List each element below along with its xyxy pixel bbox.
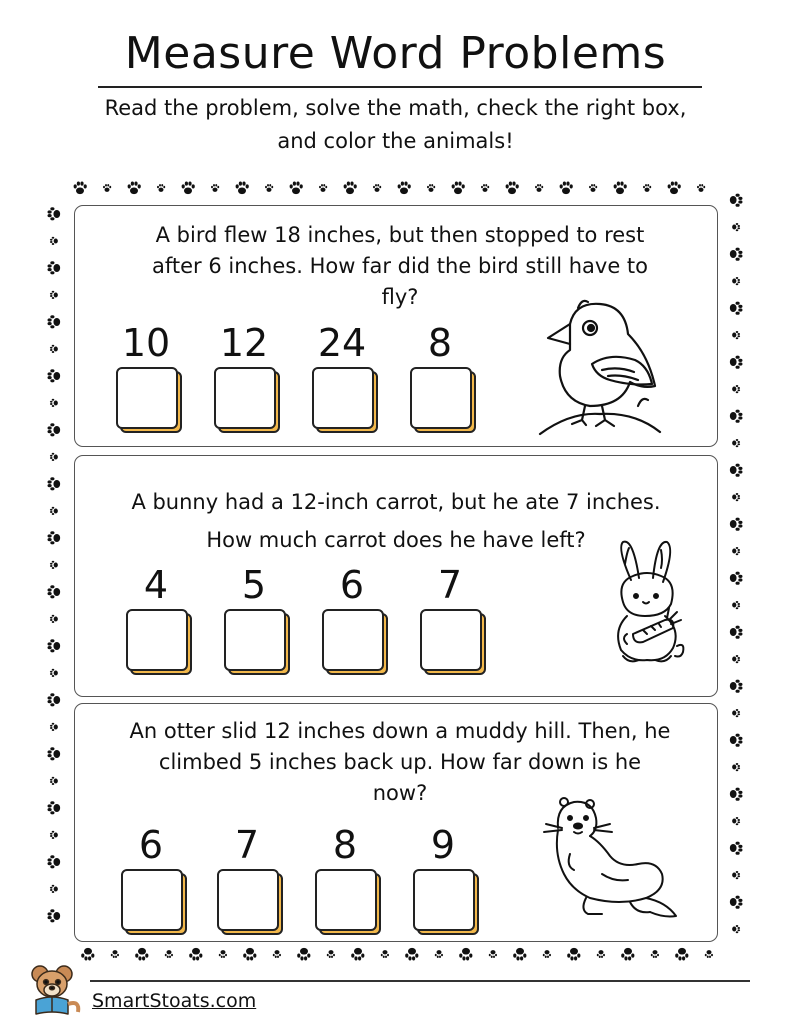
- paw-print-icon: [46, 692, 62, 708]
- paw-print-icon: [46, 908, 62, 924]
- paw-print-icon: [102, 183, 112, 193]
- paw-print-icon: [728, 516, 744, 532]
- paw-print-icon: [49, 776, 59, 786]
- option-value: 10: [121, 321, 171, 365]
- paw-print-icon: [488, 949, 498, 959]
- paw-print-icon: [542, 949, 552, 959]
- answer-checkbox[interactable]: [121, 869, 183, 931]
- problem-2-option-4: [414, 563, 486, 663]
- paw-print-icon: [46, 800, 62, 816]
- paw-print-icon: [404, 946, 420, 962]
- paw-print-icon: [731, 438, 741, 448]
- paw-print-icon: [728, 354, 744, 370]
- paw-print-icon: [126, 180, 142, 196]
- paw-print-icon: [272, 949, 282, 959]
- answer-checkbox[interactable]: [413, 869, 475, 931]
- answer-checkbox[interactable]: [126, 609, 188, 671]
- paw-print-icon: [242, 946, 258, 962]
- paw-print-icon: [504, 180, 520, 196]
- paw-print-icon: [180, 180, 196, 196]
- footer-rule: [90, 980, 750, 982]
- paw-print-icon: [731, 816, 741, 826]
- instructions: [30, 92, 761, 158]
- paw-print-icon: [234, 180, 250, 196]
- paw-print-icon: [264, 183, 274, 193]
- paw-print-icon: [728, 462, 744, 478]
- paw-print-icon: [728, 246, 744, 262]
- paw-print-icon: [512, 946, 528, 962]
- paw-print-icon: [46, 260, 62, 276]
- answer-checkbox[interactable]: [410, 367, 472, 429]
- paw-print-icon: [642, 183, 652, 193]
- paw-print-icon: [46, 314, 62, 330]
- paw-print-icon: [731, 708, 741, 718]
- stoat-reading-mascot: [22, 960, 84, 1018]
- instructions-line-1: Read the problem, solve the math, check the right box,: [104, 96, 687, 120]
- answer-checkbox[interactable]: [116, 367, 178, 429]
- option-value: 7: [234, 823, 260, 867]
- problem-1-option-2: [208, 321, 280, 421]
- paw-print-icon: [731, 276, 741, 286]
- paw-print-icon: [49, 884, 59, 894]
- worksheet-title: Measure Word Problems: [124, 28, 667, 79]
- paw-print-icon: [49, 236, 59, 246]
- paw-print-icon: [46, 854, 62, 870]
- problem-2-option-1: [120, 563, 192, 663]
- answer-checkbox[interactable]: [224, 609, 286, 671]
- paw-print-icon: [731, 546, 741, 556]
- paw-print-icon: [46, 206, 62, 222]
- paw-print-icon: [46, 530, 62, 546]
- problem-card-2: [74, 455, 718, 697]
- paw-print-icon: [188, 946, 204, 962]
- paw-print-icon: [434, 949, 444, 959]
- paw-print-icon: [728, 300, 744, 316]
- paw-print-icon: [49, 506, 59, 516]
- problem-card-3: [74, 703, 718, 942]
- paw-print-icon: [450, 180, 466, 196]
- paw-print-icon: [731, 222, 741, 232]
- paw-print-icon: [731, 600, 741, 610]
- paw-print-icon: [342, 180, 358, 196]
- bird-coloring-illustration: [530, 294, 665, 439]
- paw-print-icon: [46, 638, 62, 654]
- paw-print-icon: [288, 180, 304, 196]
- paw-print-icon: [72, 180, 88, 196]
- paw-print-icon: [49, 668, 59, 678]
- paw-print-icon: [674, 946, 690, 962]
- paw-print-icon: [728, 570, 744, 586]
- paw-print-icon: [666, 180, 682, 196]
- option-value: 8: [332, 823, 358, 867]
- instructions-line-2: and color the animals!: [277, 129, 514, 153]
- paw-print-icon: [134, 946, 150, 962]
- option-value: 9: [430, 823, 456, 867]
- paw-print-icon: [218, 949, 228, 959]
- paw-print-icon: [458, 946, 474, 962]
- problem-2-option-3: [316, 563, 388, 663]
- smartstoats-link[interactable]: SmartStoats.com: [92, 990, 257, 1012]
- otter-coloring-illustration: [540, 794, 680, 929]
- problem-1-question: A bird flew 18 inches, but then stopped to rest after 6 inches. How far did the bird still have to fly?: [151, 223, 649, 309]
- paw-print-icon: [704, 949, 714, 959]
- option-value: 4: [143, 563, 169, 607]
- option-value: 24: [317, 321, 367, 365]
- problem-3-option-2: [211, 823, 283, 923]
- paw-print-icon: [728, 192, 744, 208]
- paw-print-icon: [480, 183, 490, 193]
- paw-print-icon: [318, 183, 328, 193]
- paw-print-icon: [46, 368, 62, 384]
- paw-print-icon: [696, 183, 706, 193]
- paw-print-icon: [728, 786, 744, 802]
- paw-print-icon: [650, 949, 660, 959]
- paw-print-icon: [46, 476, 62, 492]
- paw-print-icon: [164, 949, 174, 959]
- option-value: 5: [241, 563, 267, 607]
- paw-print-icon: [46, 422, 62, 438]
- paw-print-icon: [296, 946, 312, 962]
- paw-print-icon: [46, 584, 62, 600]
- paw-print-icon: [731, 762, 741, 772]
- paw-print-icon: [326, 949, 336, 959]
- option-value: 12: [219, 321, 269, 365]
- paw-print-icon: [728, 840, 744, 856]
- problem-1-option-3: [306, 321, 378, 421]
- paw-print-icon: [596, 949, 606, 959]
- paw-print-icon: [210, 183, 220, 193]
- paw-print-icon: [728, 894, 744, 910]
- paw-print-icon: [728, 678, 744, 694]
- paw-print-icon: [46, 746, 62, 762]
- answer-checkbox[interactable]: [312, 367, 374, 429]
- answer-checkbox[interactable]: [217, 869, 279, 931]
- paw-print-icon: [728, 408, 744, 424]
- problem-3-question: An otter slid 12 inches down a muddy hill. Then, he climbed 5 inches back up. How far down is he now?: [129, 719, 671, 805]
- answer-checkbox[interactable]: [420, 609, 482, 671]
- paw-print-icon: [731, 924, 741, 934]
- paw-print-icon: [156, 183, 166, 193]
- paw-print-icon: [731, 870, 741, 880]
- paw-print-icon: [49, 290, 59, 300]
- problem-2-option-2: [218, 563, 290, 663]
- option-value: 7: [437, 563, 463, 607]
- bunny-coloring-illustration: [603, 538, 688, 668]
- answer-checkbox[interactable]: [214, 367, 276, 429]
- problem-3-option-3: [309, 823, 381, 923]
- problem-2-question: A bunny had a 12-inch carrot, but he ate 7 inches. How much carrot does he have left?: [131, 490, 661, 552]
- paw-print-icon: [612, 180, 628, 196]
- paw-print-icon: [110, 949, 120, 959]
- paw-print-icon: [49, 722, 59, 732]
- answer-checkbox[interactable]: [322, 609, 384, 671]
- paw-print-icon: [49, 398, 59, 408]
- paw-print-icon: [534, 183, 544, 193]
- option-value: 6: [138, 823, 164, 867]
- paw-print-icon: [49, 830, 59, 840]
- paw-print-icon: [731, 384, 741, 394]
- paw-print-icon: [350, 946, 366, 962]
- paw-print-icon: [620, 946, 636, 962]
- option-value: 8: [427, 321, 453, 365]
- paw-print-icon: [49, 344, 59, 354]
- paw-print-icon: [396, 180, 412, 196]
- paw-print-icon: [49, 452, 59, 462]
- paw-print-icon: [380, 949, 390, 959]
- problem-3-option-1: [115, 823, 187, 923]
- problem-1-option-1: [110, 321, 182, 421]
- paw-print-icon: [558, 180, 574, 196]
- option-value: 6: [339, 563, 365, 607]
- problem-1-option-4: [404, 321, 476, 421]
- paw-print-icon: [426, 183, 436, 193]
- paw-print-icon: [588, 183, 598, 193]
- paw-print-icon: [731, 492, 741, 502]
- problem-card-1: [74, 205, 718, 447]
- answer-checkbox[interactable]: [315, 869, 377, 931]
- paw-print-icon: [372, 183, 382, 193]
- paw-print-icon: [49, 614, 59, 624]
- paw-print-icon: [566, 946, 582, 962]
- paw-print-icon: [728, 732, 744, 748]
- paw-print-icon: [731, 654, 741, 664]
- title-underline: [98, 86, 702, 88]
- problem-3-option-4: [407, 823, 479, 923]
- paw-print-icon: [728, 624, 744, 640]
- paw-print-icon: [49, 560, 59, 570]
- paw-print-icon: [731, 330, 741, 340]
